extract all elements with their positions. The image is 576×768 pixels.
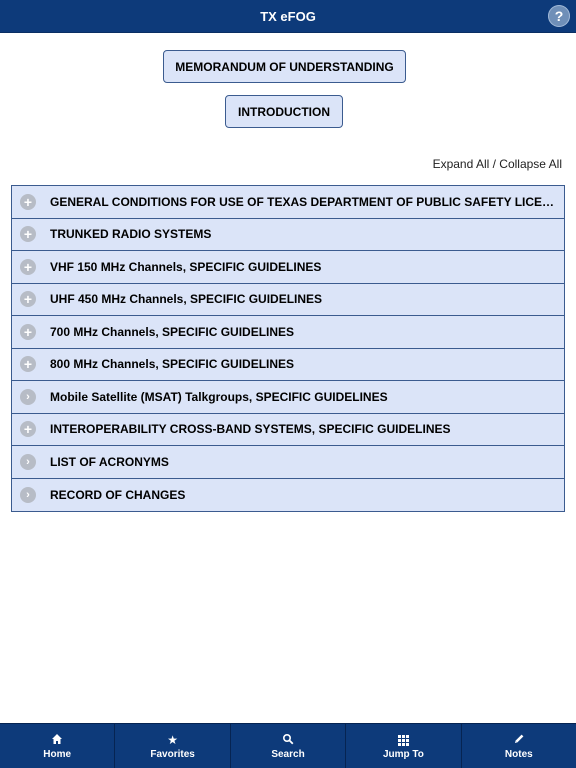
section-row-vhf-150[interactable]: [12, 251, 564, 284]
app-title: TX eFOG: [260, 9, 316, 24]
section-label: UHF 450 MHz Channels, SPECIFIC GUIDELINES: [50, 292, 323, 307]
tab-bar: [0, 723, 576, 768]
tab-label: Favorites: [150, 748, 195, 760]
section-label: Mobile Satellite (MSAT) Talkgroups, SPECIFIC GUIDELINES: [50, 389, 388, 404]
section-row-general-conditions[interactable]: [12, 186, 564, 219]
grid-icon: [398, 735, 409, 746]
tab-label: Search: [271, 748, 305, 760]
chevron-right-icon: ›: [20, 389, 36, 405]
section-row-record-of-changes[interactable]: [12, 479, 564, 512]
section-row-acronyms[interactable]: [12, 446, 564, 479]
help-button[interactable]: [548, 5, 570, 27]
plus-icon: +: [20, 356, 36, 372]
section-label: INTEROPERABILITY CROSS-BAND SYSTEMS, SPECIFIC GUIDELINES: [50, 422, 451, 437]
plus-icon: +: [20, 194, 36, 210]
section-label: LIST OF ACRONYMS: [50, 454, 169, 469]
chevron-right-icon: ›: [20, 454, 36, 470]
memorandum-button[interactable]: MEMORANDUM OF UNDERSTANDING: [163, 50, 406, 83]
plus-icon: +: [20, 421, 36, 437]
section-row-interoperability[interactable]: [12, 414, 564, 447]
section-label: 800 MHz Channels, SPECIFIC GUIDELINES: [50, 357, 295, 372]
tab-notes[interactable]: [462, 724, 576, 768]
star-icon: ★: [167, 732, 178, 747]
tab-label: Notes: [504, 748, 533, 760]
section-label: VHF 150 MHz Channels, SPECIFIC GUIDELINES: [50, 259, 322, 274]
plus-icon: +: [20, 259, 36, 275]
section-label: 700 MHz Channels, SPECIFIC GUIDELINES: [50, 324, 295, 339]
home-icon: [51, 733, 63, 747]
tab-jump-to[interactable]: [346, 724, 461, 768]
plus-icon: +: [20, 324, 36, 340]
help-icon: ?: [554, 8, 564, 24]
plus-icon: +: [20, 291, 36, 307]
chevron-right-icon: ›: [20, 487, 36, 503]
plus-icon: +: [20, 226, 36, 242]
section-label: RECORD OF CHANGES: [50, 487, 186, 502]
section-row-msat[interactable]: [12, 381, 564, 414]
expand-collapse-all-link[interactable]: Expand All / Collapse All: [432, 157, 562, 171]
tab-label: Home: [43, 748, 72, 760]
section-label: GENERAL CONDITIONS FOR USE OF TEXAS DEPARTMENT OF PUBLIC SAFETY LICE…: [50, 194, 555, 209]
search-icon: [282, 733, 294, 747]
section-row-700-mhz[interactable]: [12, 316, 564, 349]
section-row-uhf-450[interactable]: [12, 284, 564, 317]
tab-favorites[interactable]: [115, 724, 230, 768]
section-row-trunked-radio[interactable]: [12, 219, 564, 252]
tab-home[interactable]: [0, 724, 115, 768]
header-bar: [0, 0, 576, 33]
section-list: [11, 185, 565, 512]
section-label: TRUNKED RADIO SYSTEMS: [50, 227, 212, 242]
tab-label: Jump To: [382, 748, 424, 760]
pencil-icon: [513, 733, 525, 747]
tab-search[interactable]: [231, 724, 346, 768]
introduction-button[interactable]: INTRODUCTION: [225, 95, 343, 128]
section-row-800-mhz[interactable]: [12, 349, 564, 382]
